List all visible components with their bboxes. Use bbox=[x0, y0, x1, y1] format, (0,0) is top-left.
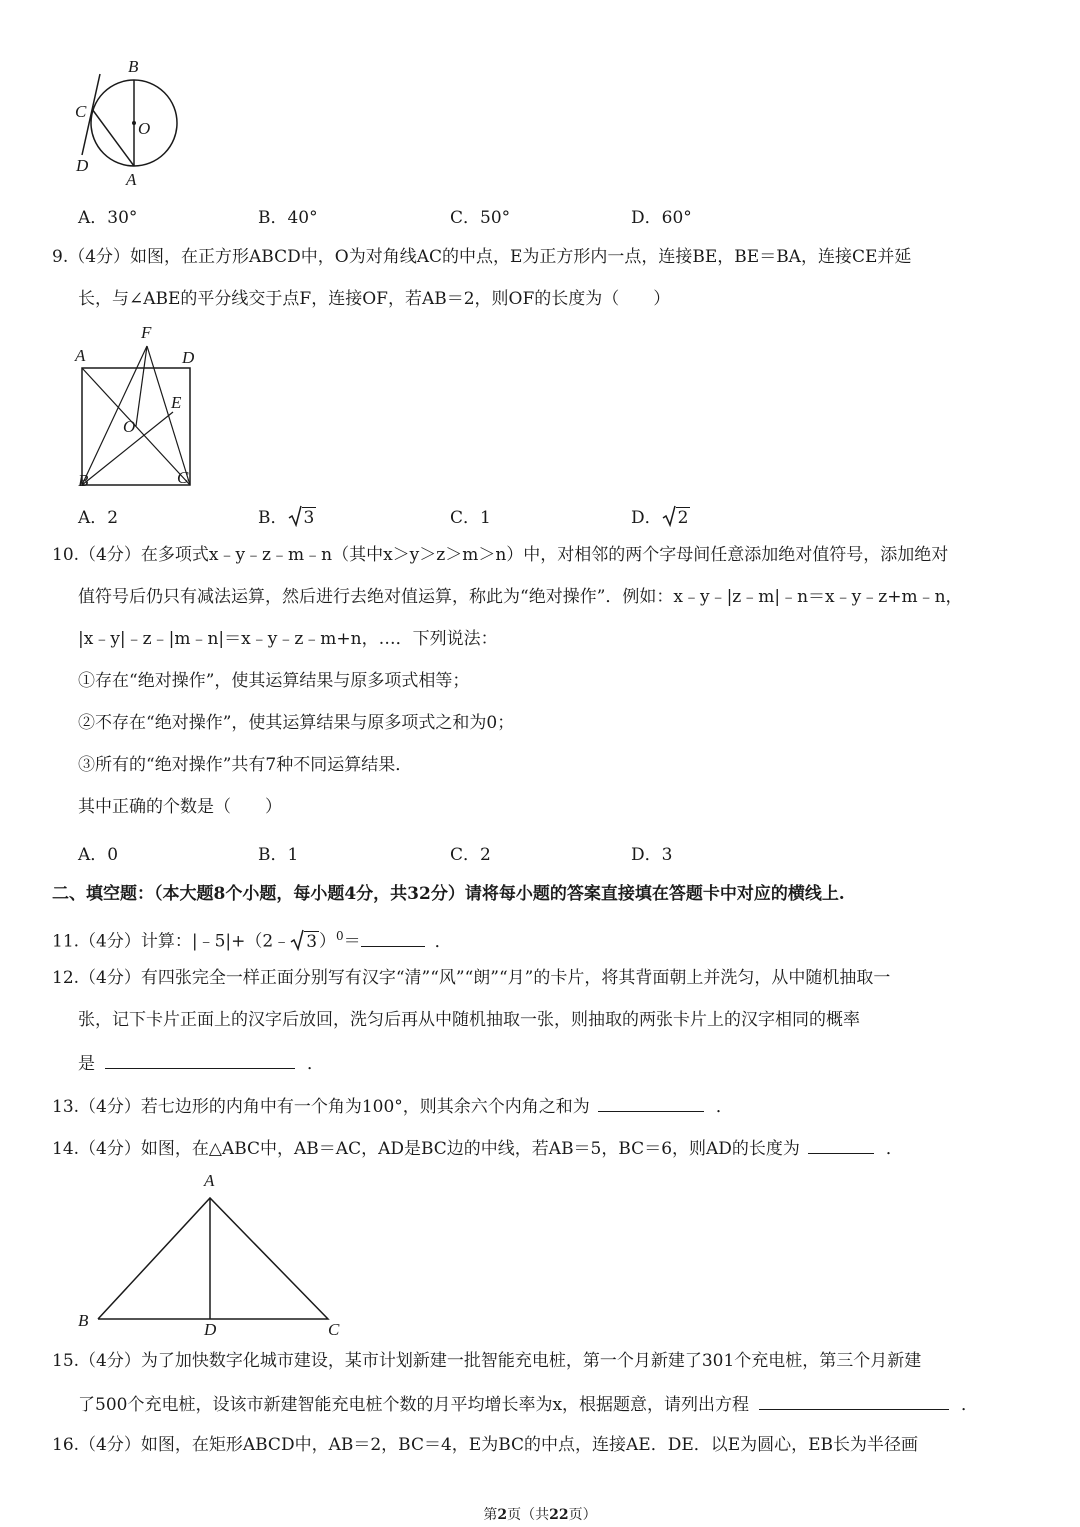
q10-line-3: |x﹣y|﹣z﹣|m﹣n|＝x﹣y﹣z﹣m+n，…．下列说法： bbox=[78, 629, 498, 649]
label-E: E bbox=[171, 393, 182, 412]
q12-line-3-text: 是 bbox=[78, 1054, 95, 1074]
q14 bbox=[52, 1135, 903, 1161]
q10-item-3: ③所有的“绝对操作”共有7种不同运算结果． bbox=[78, 755, 413, 775]
label-C: C bbox=[177, 468, 189, 487]
q9-option-c: C．1 bbox=[450, 508, 491, 528]
label-C: C bbox=[75, 102, 87, 121]
q10-item-1: ①存在“绝对操作”，使其运算结果与原多项式相等； bbox=[78, 671, 470, 691]
label-C: C bbox=[328, 1320, 340, 1339]
q9-option-b-radicand: 3 bbox=[303, 508, 315, 528]
q14-figure bbox=[70, 1165, 360, 1345]
q11-prefix: 11.（4分）计算：|﹣5|+（2﹣ bbox=[52, 931, 291, 952]
footer-post: 页） bbox=[568, 1507, 597, 1523]
sqrt-sign-icon bbox=[662, 505, 676, 527]
label-F: F bbox=[141, 323, 152, 342]
q16-line-1: 16.（4分）如图，在矩形ABCD中，AB＝2，BC＝4，E为BC的中点，连接AE．DE．以E为圆心，EB长为半径画 bbox=[52, 1435, 919, 1455]
q9-option-d-label: D． bbox=[631, 508, 662, 528]
q9-option-d bbox=[631, 503, 690, 528]
q8-option-d: D．60° bbox=[631, 208, 692, 228]
q10-line-1: 10.（4分）在多项式x﹣y﹣z﹣m﹣n（其中x＞y＞z＞m＞n）中，对相邻的两个字母间任意添加绝对值符号，添加绝对 bbox=[52, 545, 949, 565]
q15-end: ． bbox=[961, 1395, 979, 1415]
answer-blank[interactable] bbox=[598, 1093, 704, 1112]
q9-line-2: 长，与∠ABE的平分线交于点F，连接OF，若AB＝2，则OF的长度为（ ） bbox=[78, 289, 671, 309]
label-O: O bbox=[138, 119, 151, 138]
label-O: O bbox=[123, 417, 136, 436]
q10-option-a: A．0 bbox=[78, 845, 119, 865]
q8-option-c: C．50° bbox=[450, 208, 511, 228]
q10-item-2: ②不存在“绝对操作”，使其运算结果与原多项式之和为0； bbox=[78, 713, 515, 733]
label-B: B bbox=[78, 1311, 89, 1330]
q10-option-d: D．3 bbox=[631, 845, 673, 865]
q12-line-3 bbox=[78, 1050, 324, 1076]
answer-blank[interactable] bbox=[361, 928, 425, 947]
q8-figure bbox=[70, 52, 190, 192]
q14-text: 14.（4分）如图，在△ABC中，AB＝AC，AD是BC边的中线，若AB＝5，BC＝6，则AD的长度为 bbox=[52, 1139, 800, 1159]
q12-end: ． bbox=[307, 1054, 324, 1074]
q9-figure bbox=[70, 320, 210, 492]
label-A: A bbox=[204, 1171, 215, 1190]
footer-pre: 第 bbox=[483, 1507, 498, 1523]
q11 bbox=[52, 924, 452, 954]
q10-option-c: C．2 bbox=[450, 845, 491, 865]
q11-equals: ＝ bbox=[343, 931, 361, 952]
q12-line-2: 张，记下卡片正面上的汉字后放回，洗匀后再从中随机抽取一张，则抽取的两张卡片上的汉字相同的概率 bbox=[78, 1010, 860, 1030]
footer-total-pages: 22 bbox=[549, 1507, 569, 1523]
q9-option-d-radicand: 2 bbox=[677, 508, 689, 528]
q9-option-b bbox=[258, 503, 316, 528]
answer-blank[interactable] bbox=[759, 1391, 949, 1410]
label-D: D bbox=[76, 156, 89, 175]
q9-option-b-label: B． bbox=[258, 508, 288, 528]
q8-option-a: A．30° bbox=[78, 208, 138, 228]
q10-line-2: 值符号后仍只有减法运算，然后进行去绝对值运算，称此为“绝对操作”．例如：x﹣y﹣|z﹣m|﹣n＝x﹣y﹣z+m﹣n， bbox=[78, 587, 963, 607]
q13 bbox=[52, 1093, 733, 1119]
label-A: A bbox=[75, 346, 86, 365]
q11-end: ． bbox=[434, 931, 452, 952]
label-D: D bbox=[204, 1320, 217, 1339]
q11-radicand: 3 bbox=[306, 931, 318, 952]
answer-blank[interactable] bbox=[105, 1050, 295, 1069]
q12-line-1: 12.（4分）有四张完全一样正面分别写有汉字“清”“风”“朗”“月”的卡片，将其背面朝上并洗匀，从中随机抽取一 bbox=[52, 968, 891, 988]
label-B: B bbox=[78, 471, 89, 490]
sqrt-sign-icon bbox=[290, 929, 304, 951]
q13-end: ． bbox=[715, 1097, 733, 1117]
page-footer bbox=[0, 1504, 1080, 1524]
q9-option-a: A．2 bbox=[78, 508, 119, 528]
q10-option-b: B．1 bbox=[258, 845, 299, 865]
q11-suffix: ） bbox=[319, 931, 337, 952]
section-heading: 二、填空题：（本大题8个小题，每小题4分，共32分）请将每小题的答案直接填在答题卡中对应的横线上. bbox=[52, 884, 845, 904]
q14-end: ． bbox=[885, 1139, 903, 1159]
answer-blank[interactable] bbox=[808, 1135, 874, 1154]
sqrt-sign-icon bbox=[288, 505, 302, 527]
q15-line-1: 15.（4分）为了加快数字化城市建设，某市计划新建一批智能充电桩，第一个月新建了301个充电桩，第三个月新建 bbox=[52, 1351, 922, 1371]
q8-option-b: B．40° bbox=[258, 208, 318, 228]
footer-mid: 页（共 bbox=[507, 1507, 550, 1523]
label-B: B bbox=[128, 57, 139, 76]
q9-line-1: 9.（4分）如图，在正方形ABCD中，O为对角线AC的中点，E为正方形内一点，连接BE，BE＝BA，连接CE并延 bbox=[52, 247, 912, 267]
q15-line-2 bbox=[78, 1391, 978, 1417]
q10-question: 其中正确的个数是（ ） bbox=[78, 797, 282, 817]
q15-line-2-text: 了500个充电桩，设该市新建智能充电桩个数的月平均增长率为x，根据题意，请列出方程 bbox=[78, 1395, 750, 1415]
footer-page-number: 2 bbox=[497, 1507, 508, 1523]
q11-exponent: 0 bbox=[336, 929, 344, 943]
label-D: D bbox=[182, 348, 195, 367]
label-A: A bbox=[126, 170, 137, 189]
q13-text: 13.（4分）若七边形的内角中有一个角为100°，则其余六个内角之和为 bbox=[52, 1097, 590, 1117]
